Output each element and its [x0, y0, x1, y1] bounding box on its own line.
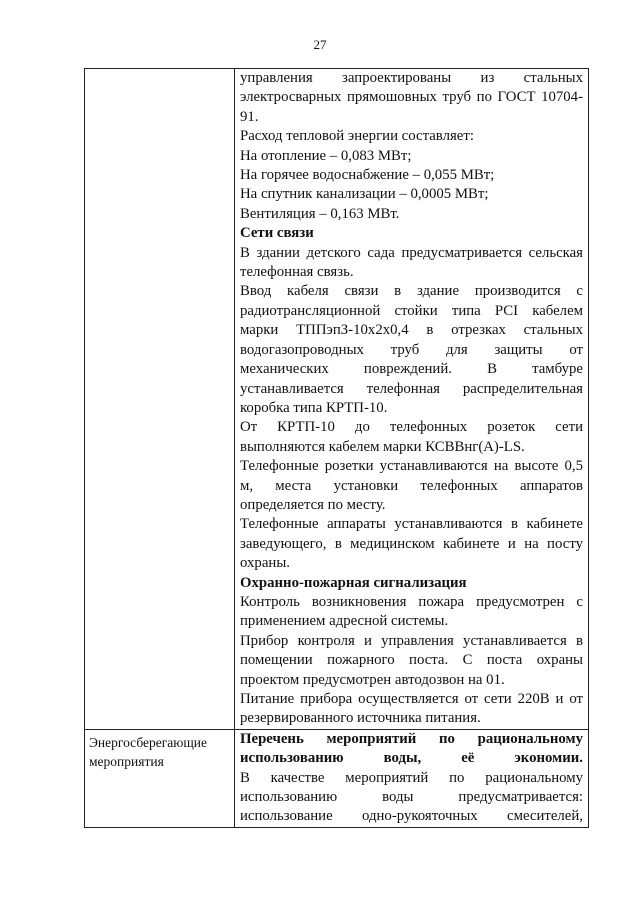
- paragraph: Ввод кабеля связи в здание производится с радиотрансляционной стойки типа РСI кабелем марки ТППэпЗ-10х2х0,4 в отрезках стальных водогазопроводных труб для защиты от механических повреждений. В тамбуре устанавливается телефонная распределительная коробка типа КРТП-10.: [240, 283, 583, 416]
- table-row: [85, 729, 589, 827]
- paragraph: Питание прибора осуществляется от сети 220В и от резервированного источника питания.: [240, 691, 583, 727]
- table-cell-left: [85, 69, 235, 730]
- paragraph: управления запроектированы из стальных электросварных прямошовных труб по ГОСТ 10704-91.: [240, 70, 583, 125]
- paragraph: Расход тепловой энергии составляет:: [240, 128, 474, 145]
- table-cell-right: [235, 729, 589, 827]
- paragraph: От КРТП-10 до телефонных розеток сети выполняются кабелем марки КСВВнг(А)-LS.: [240, 419, 583, 455]
- paragraph: Телефонные аппараты устанавливаются в кабинете заведующего, в медицинском кабинете и на посту охраны.: [240, 516, 583, 572]
- paragraph: На спутник канализации – 0,0005 МВт;: [240, 186, 489, 203]
- paragraph: Контроль возникновения пожара предусмотрен с применением адресной системы.: [240, 593, 583, 630]
- section-heading: Охранно-пожарная сигнализация: [240, 574, 467, 591]
- paragraph: Прибор контроля и управления устанавливается в помещении пожарного поста. С поста охраны проектом предусмотрен автодозвон на 01.: [240, 632, 583, 688]
- section-heading: Сети связи: [240, 225, 314, 242]
- table-cell-right: [235, 69, 589, 730]
- paragraph: Вентиляция – 0,163 МВт.: [240, 205, 400, 222]
- right-cell-content: [235, 730, 588, 827]
- left-cell-text: [85, 69, 234, 72]
- paragraph: В качестве мероприятий по рациональному использованию воды предусматривается: использование одно-рукояточных смесителей,: [240, 769, 583, 825]
- left-cell-text: Энергосберегающие мероприятия: [89, 734, 207, 769]
- paragraph: В здании детского сада предусматривается сельская телефонная связь.: [240, 244, 583, 281]
- table-row: [85, 69, 589, 730]
- content-table: [84, 68, 589, 828]
- page-number: 27: [313, 37, 327, 52]
- table-cell-left: [85, 729, 235, 827]
- right-cell-content: [235, 69, 588, 729]
- paragraph: Телефонные розетки устанавливаются на высоте 0,5 м, места установки телефонных аппаратов определяется по месту.: [240, 458, 583, 513]
- paragraph: На отопление – 0,083 МВт;: [240, 147, 412, 164]
- section-heading: Перечень мероприятий по рациональному использованию воды, её экономии.: [240, 730, 583, 767]
- paragraph: На горячее водоснабжение – 0,055 МВт;: [240, 167, 495, 184]
